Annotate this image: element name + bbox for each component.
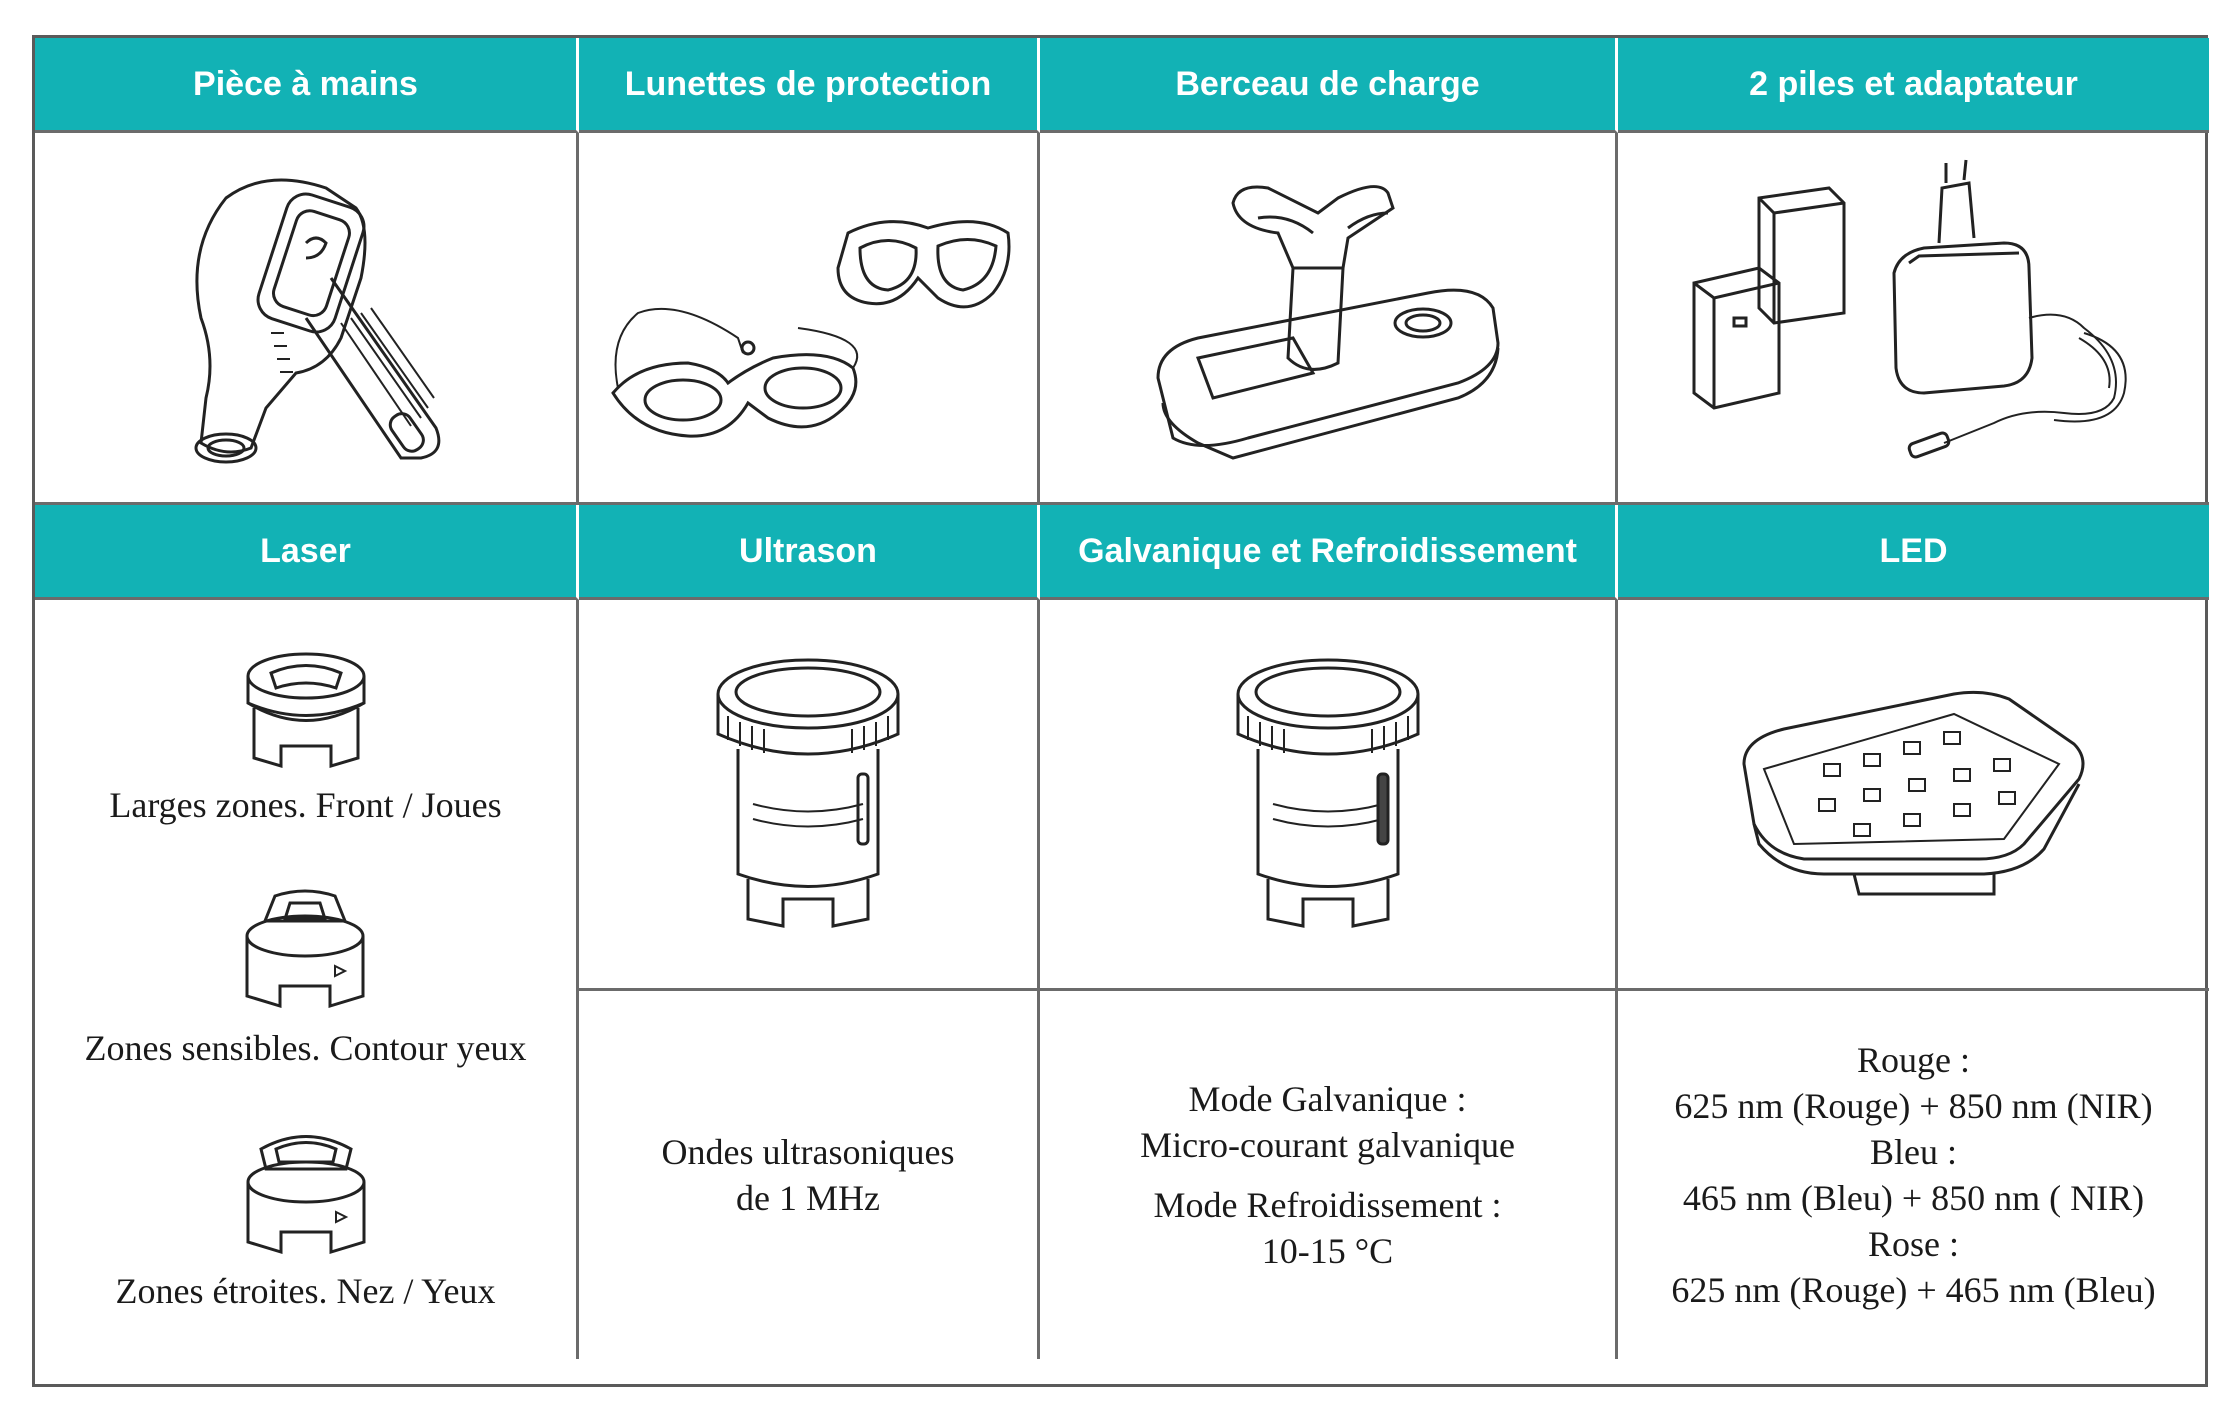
led-line-5: Rose : [1867,1224,1959,1264]
header-lunettes: Lunettes de protection [579,38,1040,133]
laser-item-sensitive [85,881,527,1069]
handpiece-cell [35,133,579,505]
led-line-6: 625 nm (Rouge) + 465 nm (Bleu) [1671,1270,2156,1310]
laser-item-wide [109,648,501,826]
galvanique-image-cell [1040,600,1618,991]
galvanique-text-cell [1040,991,1618,1359]
batteries-cell [1618,133,2209,505]
ultrason-image-cell [579,600,1040,991]
charging-cradle-icon [1138,158,1518,478]
header-led: LED [1618,505,2209,600]
laser-caption-sensitive: Zones sensibles. Contour yeux [84,1027,527,1068]
header-piece-a-mains: Pièce à mains [35,38,579,133]
header-piles: 2 piles et adaptateur [1618,38,2209,133]
ultrason-line-1: Ondes ultrasoniques [661,1132,955,1172]
led-text-cell [1618,991,2209,1359]
led-line-1: Rouge : [1857,1040,1970,1080]
handpiece-icon [156,158,456,478]
laser-caption-narrow: Zones étroites. Nez / Yeux [115,1270,496,1311]
ultrason-line-2: de 1 MHz [736,1178,880,1218]
galvanique-mode1-title: Mode Galvanique : [1188,1079,1467,1119]
goggles-cell [579,133,1040,505]
laser-item-narrow [116,1124,496,1312]
galvanique-mode1-desc: Micro-courant galvanique [1140,1125,1515,1165]
cradle-cell [1040,133,1618,505]
led-line-4: 465 nm (Bleu) + 850 nm ( NIR) [1682,1178,2145,1218]
laser-caption-wide: Larges zones. Front / Joues [109,784,502,825]
led-head-icon [1724,684,2104,904]
goggles-icon [598,188,1018,448]
laser-head-wide-icon [236,648,376,778]
led-line-3: Bleu : [1870,1132,1957,1172]
header-laser: Laser [35,505,579,600]
accessories-table [32,35,2208,1387]
galvanique-mode2-desc: 10-15 °C [1261,1231,1394,1271]
laser-cell [35,600,579,1359]
header-berceau: Berceau de charge [1040,38,1618,133]
laser-head-sensitive-icon [235,881,375,1021]
header-ultrason: Ultrason [579,505,1040,600]
ultrasound-head-icon [708,654,908,934]
header-galvanique: Galvanique et Refroidissement [1040,505,1618,600]
led-line-2: 625 nm (Rouge) + 850 nm (NIR) [1674,1086,2153,1126]
ultrason-text-cell [579,991,1040,1359]
laser-head-narrow-icon [236,1124,376,1264]
batteries-adapter-icon [1684,158,2144,478]
galvanique-mode2-title: Mode Refroidissement : [1153,1185,1502,1225]
led-image-cell [1618,600,2209,991]
galvanic-head-icon [1228,654,1428,934]
